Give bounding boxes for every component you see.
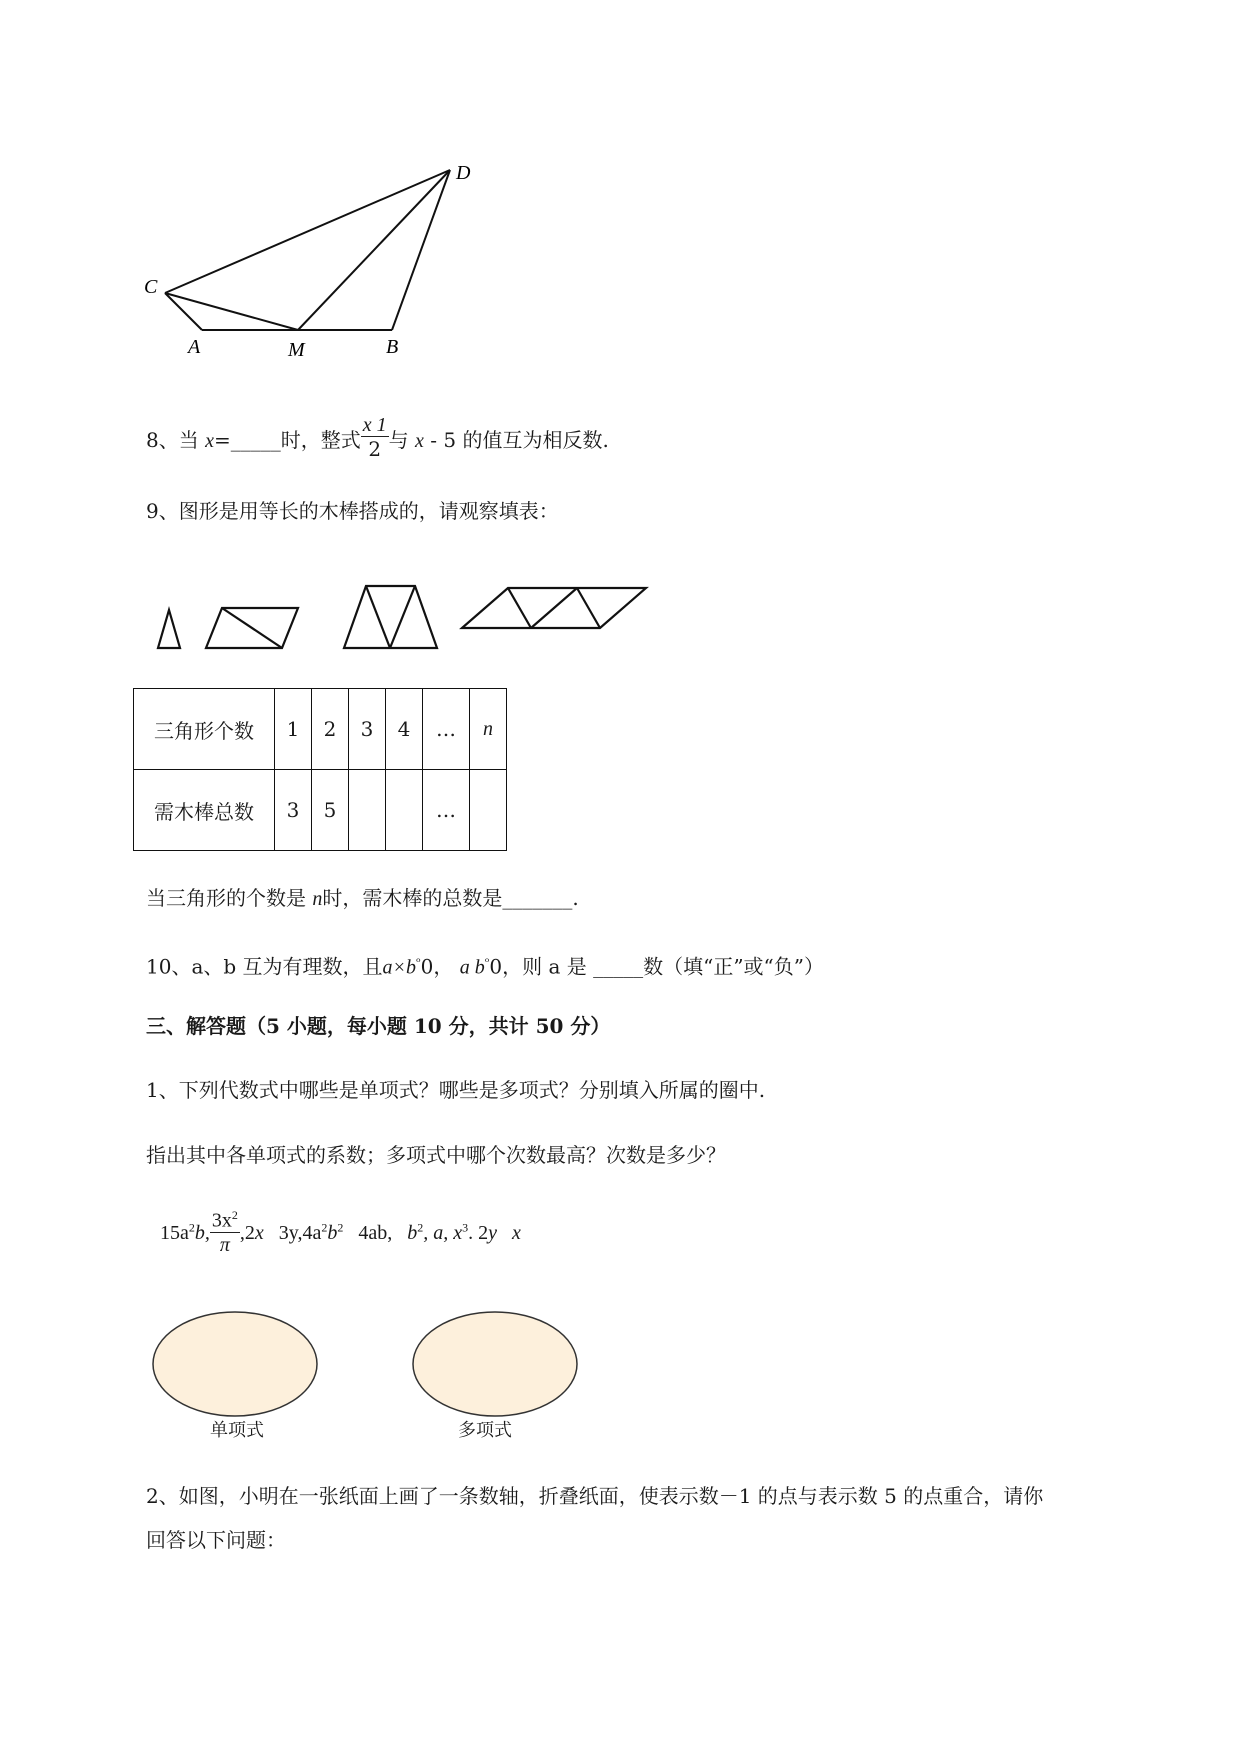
q8-var-x: x (205, 430, 214, 452)
q8-blank: _____ (230, 428, 281, 452)
q8-frac-denominator: 2 (368, 437, 382, 461)
label-c: C (144, 276, 158, 298)
q10-after2: 0，则 a 是 _____数（填“正”或“负”） (489, 954, 825, 979)
problem-1-line-1: 1、下列代数式中哪些是单项式？哪些是多项式？分别填入所属的圈中. (146, 1078, 766, 1102)
expr-part: b (407, 1221, 418, 1244)
q9-followup-tail: 时，需木棒的总数是_______. (322, 886, 579, 910)
ovals-figure (150, 1310, 590, 1430)
table-cell: 2 (312, 689, 349, 770)
expr-part: 4ab, (358, 1221, 393, 1244)
label-d: D (456, 162, 471, 184)
q10-expr1: a×b (382, 956, 417, 979)
polynomial-oval (413, 1312, 577, 1416)
q8-mid3: 与 (388, 428, 415, 452)
expr-sup: 2 (321, 1220, 328, 1235)
problem-2-line-1: 2、如图，小明在一张纸面上画了一条数轴，折叠纸面，使表示数－1 的点与表示数 5 的点重合，请你 (146, 1484, 1044, 1508)
problem-1-expression (160, 1208, 521, 1261)
q9-followup-var: n (312, 888, 323, 910)
q8-fraction (361, 414, 389, 461)
segment-md (298, 170, 450, 330)
expr-part: x (254, 1221, 264, 1244)
table-cell: 三角形个数 (134, 689, 275, 770)
q10-sym2: ᵒ (484, 955, 490, 969)
figure-3-trapezoid (344, 586, 437, 648)
label-a: A (188, 336, 201, 358)
expr-part: b, (194, 1221, 210, 1244)
monomial-label: 单项式 (210, 1420, 264, 1441)
expr-sup: 2 (231, 1208, 238, 1222)
table-cell: 1 (275, 689, 312, 770)
section-heading: 三、解答题（5 小题，每小题 10 分，共计 50 分） (146, 1014, 611, 1038)
figure-4-line-c (577, 588, 600, 628)
figure-1-triangle (158, 610, 180, 648)
expr-sup: 2 (188, 1220, 195, 1235)
question-8 (146, 414, 609, 465)
q8-mid-text: 时，整式 (280, 428, 361, 452)
table-cell: 需木棒总数 (134, 770, 275, 851)
expr-part: , a, x (423, 1221, 463, 1244)
monomial-oval (153, 1312, 317, 1416)
table-cell (470, 770, 507, 851)
expr-sup: 3 (462, 1220, 469, 1235)
q9-followup (146, 884, 579, 913)
segment-cm (165, 293, 298, 330)
segment-cd (165, 170, 450, 293)
q8-equals: = (213, 428, 231, 452)
figure-2-diagonal (222, 608, 282, 648)
segment-bd (392, 170, 450, 330)
fill-table (133, 688, 507, 851)
table-cell (349, 770, 386, 851)
figure-3-line-b (390, 586, 415, 648)
q9-followup-prefix: 当三角形的个数是 (146, 886, 313, 910)
q10-expr2: a b (459, 956, 485, 979)
polynomial-label: 多项式 (458, 1420, 512, 1441)
table-cell: … (423, 689, 470, 770)
table-cell: 4 (386, 689, 423, 770)
q8-tail: - 5 的值互为相反数. (423, 428, 609, 452)
expr-part: 3y,4a (278, 1221, 322, 1244)
expr-part: ,2 (239, 1221, 255, 1244)
expr-part: b (327, 1221, 338, 1244)
triangle-figure (130, 150, 490, 360)
problem-2-line-2: 回答以下问题： (146, 1528, 286, 1552)
table-cell: 3 (275, 770, 312, 851)
expr-part: . 2 (468, 1221, 489, 1244)
label-b: B (386, 336, 399, 358)
figure-3-line-a (366, 586, 390, 648)
q10-prefix: 10、a、b 互为有理数，且 (146, 954, 383, 979)
table-cell: 3 (349, 689, 386, 770)
figure-4-line-b (531, 588, 577, 628)
q8-prefix: 8、当 (146, 428, 206, 452)
label-m: M (288, 339, 305, 360)
question-9: 9、图形是用等长的木棒搭成的，请观察填表： (146, 499, 559, 523)
expr-part: x (512, 1221, 521, 1244)
q10-after1: 0， (420, 954, 454, 979)
table-row (134, 689, 507, 770)
problem-1-line-2: 指出其中各单项式的系数；多项式中哪个次数最高？次数是多少？ (146, 1143, 726, 1167)
expr-sup: 2 (337, 1220, 344, 1235)
expr-frac-num: 3x (211, 1209, 232, 1232)
table-cell: … (423, 770, 470, 851)
q8-var-x2: x (415, 430, 424, 452)
expr-part: y (488, 1221, 498, 1244)
table-cell: 5 (312, 770, 349, 851)
expr-fraction (210, 1204, 240, 1257)
expr-frac-den: π (219, 1233, 230, 1256)
expr-part: 15a (160, 1221, 189, 1244)
question-10 (146, 948, 824, 982)
expr-sup: 2 (417, 1220, 424, 1235)
q10-sym1: ᵒ (416, 955, 421, 969)
q8-frac-numerator: x 1 (362, 414, 387, 436)
figure-4-line-a (508, 588, 531, 628)
table-row (134, 770, 507, 851)
table-cell (386, 770, 423, 851)
stick-figures (150, 578, 670, 658)
table-cell: n (470, 689, 507, 770)
